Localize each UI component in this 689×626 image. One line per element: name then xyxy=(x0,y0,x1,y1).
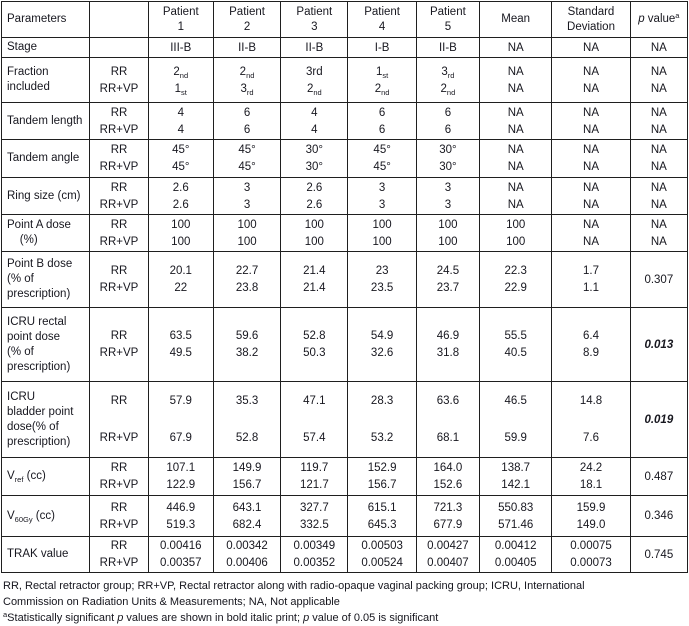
point-a-dose-group: RR RR+VP xyxy=(90,215,148,252)
point-b-dose-patient-3: 21.4 21.4 xyxy=(281,252,348,308)
fraction-included-p-value: NA NA xyxy=(630,58,687,103)
point-b-dose-patient-2: 22.7 23.8 xyxy=(213,252,280,308)
trak-value-patient-4: 0.00503 0.00524 xyxy=(348,537,416,573)
trak-value-standard-deviation: 0.00075 0.00073 xyxy=(552,537,630,573)
stage-patient-1: III-B xyxy=(148,38,213,58)
point-a-dose-patient-2: 100 100 xyxy=(213,215,280,252)
row-trak-value xyxy=(2,537,688,573)
footnotes xyxy=(1,573,688,626)
ring-size-label: Ring size (cm) xyxy=(2,178,90,215)
table-body xyxy=(2,38,688,573)
icru-rectal-point-dose-standard-deviation: 6.4 8.9 xyxy=(552,308,630,382)
icru-bladder-point-dose-patient-2: 35.3 52.8 xyxy=(213,382,280,458)
tandem-angle-p-value: NA NA xyxy=(630,140,687,178)
row-point-b-dose xyxy=(2,252,688,308)
significance-note: $^a$Statistically significant p values are shown in bold italic print; p value of 0.05 is significant xyxy=(3,610,439,624)
row-stage xyxy=(2,38,688,58)
header-patient-3: Patient 3 xyxy=(281,2,348,38)
row-icru-rectal-point-dose xyxy=(2,308,688,382)
trak-value-patient-2: 0.00342 0.00406 xyxy=(213,537,280,573)
v-60gy-group: RR RR+VP xyxy=(90,496,148,537)
abbreviation-note: RR, Rectal retractor group; RR+VP, Rectal retractor along with radio-opaque vaginal packing group; ICRU, International Commission on Radiation Units & Measurements; NA, Not applicable xyxy=(3,580,585,608)
header-mean: Mean xyxy=(480,2,552,38)
point-a-dose-mean: 100 100 xyxy=(480,215,552,252)
v-ref-patient-3: 119.7 121.7 xyxy=(281,458,348,496)
trak-value-p-value: 0.745 xyxy=(630,537,687,573)
icru-bladder-point-dose-patient-3: 47.1 57.4 xyxy=(281,382,348,458)
v-ref-patient-5: 164.0 152.6 xyxy=(416,458,479,496)
v-60gy-standard-deviation: 159.9 149.0 xyxy=(552,496,630,537)
point-a-dose-standard-deviation: NA NA xyxy=(552,215,630,252)
tandem-length-patient-5: 6 6 xyxy=(416,103,479,140)
header-p-value: p value$^a$ xyxy=(630,2,687,38)
v-60gy-patient-2: 643.1 682.4 xyxy=(213,496,280,537)
tandem-length-label: Tandem length xyxy=(2,103,90,140)
ring-size-p-value: NA NA xyxy=(630,178,687,215)
header-patient-5: Patient 5 xyxy=(416,2,479,38)
point-b-dose-p-value: 0.307 xyxy=(630,252,687,308)
ring-size-mean: NA NA xyxy=(480,178,552,215)
tandem-angle-patient-2: 45° 45° xyxy=(213,140,280,178)
v-ref-patient-1: 107.1 122.9 xyxy=(148,458,213,496)
icru-bladder-point-dose-standard-deviation: 14.8 7.6 xyxy=(552,382,630,458)
point-a-dose-p-value: NA NA xyxy=(630,215,687,252)
v-60gy-p-value: 0.346 xyxy=(630,496,687,537)
fraction-included-patient-3: 3rd $2_{nd}$ xyxy=(281,58,348,103)
v-60gy-mean: 550.83 571.46 xyxy=(480,496,552,537)
fraction-included-patient-4: $1_{st}$ $2_{nd}$ xyxy=(348,58,416,103)
row-tandem-angle xyxy=(2,140,688,178)
point-b-dose-label: Point B dose (% of prescription) xyxy=(2,252,90,308)
tandem-length-mean: NA NA xyxy=(480,103,552,140)
tandem-angle-patient-1: 45° 45° xyxy=(148,140,213,178)
point-b-dose-standard-deviation: 1.7 1.1 xyxy=(552,252,630,308)
parameters-table xyxy=(1,1,688,573)
fraction-included-mean: NA NA xyxy=(480,58,552,103)
header-patient-4: Patient 4 xyxy=(348,2,416,38)
stage-mean: NA xyxy=(480,38,552,58)
fraction-included-group: RR RR+VP xyxy=(90,58,148,103)
icru-bladder-point-dose-p-value: 0.019 xyxy=(630,382,687,458)
v-ref-patient-4: 152.9 156.7 xyxy=(348,458,416,496)
point-a-dose-label: Point A dose (%) xyxy=(2,215,90,252)
stage-patient-5: II-B xyxy=(416,38,479,58)
ring-size-group: RR RR+VP xyxy=(90,178,148,215)
tandem-angle-patient-3: 30° 30° xyxy=(281,140,348,178)
row-fraction-included xyxy=(2,58,688,103)
icru-rectal-point-dose-label: ICRU rectal point dose (% of prescription) xyxy=(2,308,90,382)
trak-value-patient-5: 0.00427 0.00407 xyxy=(416,537,479,573)
icru-bladder-point-dose-patient-5: 63.6 68.1 xyxy=(416,382,479,458)
trak-value-patient-3: 0.00349 0.00352 xyxy=(281,537,348,573)
icru-bladder-point-dose-mean: 46.5 59.9 xyxy=(480,382,552,458)
table-header xyxy=(2,2,688,38)
v-60gy-label: $V_{60Gy}$ (cc) xyxy=(2,496,90,537)
icru-rectal-point-dose-patient-4: 54.9 32.6 xyxy=(348,308,416,382)
stage-p-value: NA xyxy=(630,38,687,58)
point-a-dose-patient-1: 100 100 xyxy=(148,215,213,252)
tandem-angle-mean: NA NA xyxy=(480,140,552,178)
v-ref-standard-deviation: 24.2 18.1 xyxy=(552,458,630,496)
stage-patient-3: II-B xyxy=(281,38,348,58)
header-standard-deviation: Standard Deviation xyxy=(552,2,630,38)
header-patient-2: Patient 2 xyxy=(213,2,280,38)
ring-size-patient-4: 3 3 xyxy=(348,178,416,215)
tandem-angle-patient-5: 30° 30° xyxy=(416,140,479,178)
fraction-included-patient-1: $2_{nd}$ $1_{st}$ xyxy=(148,58,213,103)
header-parameters: Parameters xyxy=(2,2,90,38)
point-a-dose-patient-5: 100 100 xyxy=(416,215,479,252)
ring-size-patient-3: 2.6 2.6 xyxy=(281,178,348,215)
stage-patient-4: I-B xyxy=(348,38,416,58)
point-a-dose-patient-3: 100 100 xyxy=(281,215,348,252)
row-point-a-dose xyxy=(2,215,688,252)
fraction-included-label: Fraction included xyxy=(2,58,90,103)
point-a-dose-patient-4: 100 100 xyxy=(348,215,416,252)
ring-size-standard-deviation: NA NA xyxy=(552,178,630,215)
stage-group xyxy=(90,38,148,58)
icru-rectal-point-dose-p-value: 0.013 xyxy=(630,308,687,382)
point-b-dose-patient-1: 20.1 22 xyxy=(148,252,213,308)
icru-rectal-point-dose-group: RR RR+VP xyxy=(90,308,148,382)
tandem-angle-group: RR RR+VP xyxy=(90,140,148,178)
v-60gy-patient-4: 615.1 645.3 xyxy=(348,496,416,537)
stage-label: Stage xyxy=(2,38,90,58)
v-60gy-patient-3: 327.7 332.5 xyxy=(281,496,348,537)
tandem-length-group: RR RR+VP xyxy=(90,103,148,140)
icru-bladder-point-dose-patient-4: 28.3 53.2 xyxy=(348,382,416,458)
tandem-angle-patient-4: 45° 45° xyxy=(348,140,416,178)
stage-patient-2: II-B xyxy=(213,38,280,58)
fraction-included-patient-5: $3_{rd}$ $2_{nd}$ xyxy=(416,58,479,103)
tandem-length-p-value: NA NA xyxy=(630,103,687,140)
icru-rectal-point-dose-patient-3: 52.8 50.3 xyxy=(281,308,348,382)
row-ring-size xyxy=(2,178,688,215)
icru-rectal-point-dose-patient-5: 46.9 31.8 xyxy=(416,308,479,382)
v-60gy-patient-1: 446.9 519.3 xyxy=(148,496,213,537)
header-patient-1: Patient 1 xyxy=(148,2,213,38)
tandem-angle-standard-deviation: NA NA xyxy=(552,140,630,178)
v-60gy-patient-5: 721.3 677.9 xyxy=(416,496,479,537)
point-b-dose-patient-5: 24.5 23.7 xyxy=(416,252,479,308)
icru-bladder-point-dose-group: RR RR+VP xyxy=(90,382,148,458)
row-icru-bladder-point-dose xyxy=(2,382,688,458)
trak-value-group: RR RR+VP xyxy=(90,537,148,573)
tandem-length-patient-1: 4 4 xyxy=(148,103,213,140)
icru-rectal-point-dose-mean: 55.5 40.5 xyxy=(480,308,552,382)
v-ref-p-value: 0.487 xyxy=(630,458,687,496)
fraction-included-patient-2: $2_{nd}$ $3_{rd}$ xyxy=(213,58,280,103)
row-tandem-length xyxy=(2,103,688,140)
v-ref-label: $V_{ref}$ (cc) xyxy=(2,458,90,496)
icru-rectal-point-dose-patient-1: 63.5 49.5 xyxy=(148,308,213,382)
row-v-60gy xyxy=(2,496,688,537)
point-b-dose-patient-4: 23 23.5 xyxy=(348,252,416,308)
fraction-included-standard-deviation: NA NA xyxy=(552,58,630,103)
tandem-length-patient-3: 4 4 xyxy=(281,103,348,140)
v-ref-group: RR RR+VP xyxy=(90,458,148,496)
tandem-length-standard-deviation: NA NA xyxy=(552,103,630,140)
v-ref-mean: 138.7 142.1 xyxy=(480,458,552,496)
v-ref-patient-2: 149.9 156.7 xyxy=(213,458,280,496)
header-row xyxy=(2,2,688,38)
trak-value-mean: 0.00412 0.00405 xyxy=(480,537,552,573)
header-group xyxy=(90,2,148,38)
point-b-dose-mean: 22.3 22.9 xyxy=(480,252,552,308)
point-b-dose-group: RR RR+VP xyxy=(90,252,148,308)
icru-bladder-point-dose-patient-1: 57.9 67.9 xyxy=(148,382,213,458)
tandem-length-patient-2: 6 6 xyxy=(213,103,280,140)
ring-size-patient-2: 3 3 xyxy=(213,178,280,215)
ring-size-patient-5: 3 3 xyxy=(416,178,479,215)
trak-value-patient-1: 0.00416 0.00357 xyxy=(148,537,213,573)
tandem-angle-label: Tandem angle xyxy=(2,140,90,178)
trak-value-label: TRAK value xyxy=(2,537,90,573)
row-v-ref xyxy=(2,458,688,496)
icru-bladder-point-dose-label: ICRU bladder point dose(% of prescription) xyxy=(2,382,90,458)
stage-standard-deviation: NA xyxy=(552,38,630,58)
ring-size-patient-1: 2.6 2.6 xyxy=(148,178,213,215)
tandem-length-patient-4: 6 6 xyxy=(348,103,416,140)
icru-rectal-point-dose-patient-2: 59.6 38.2 xyxy=(213,308,280,382)
